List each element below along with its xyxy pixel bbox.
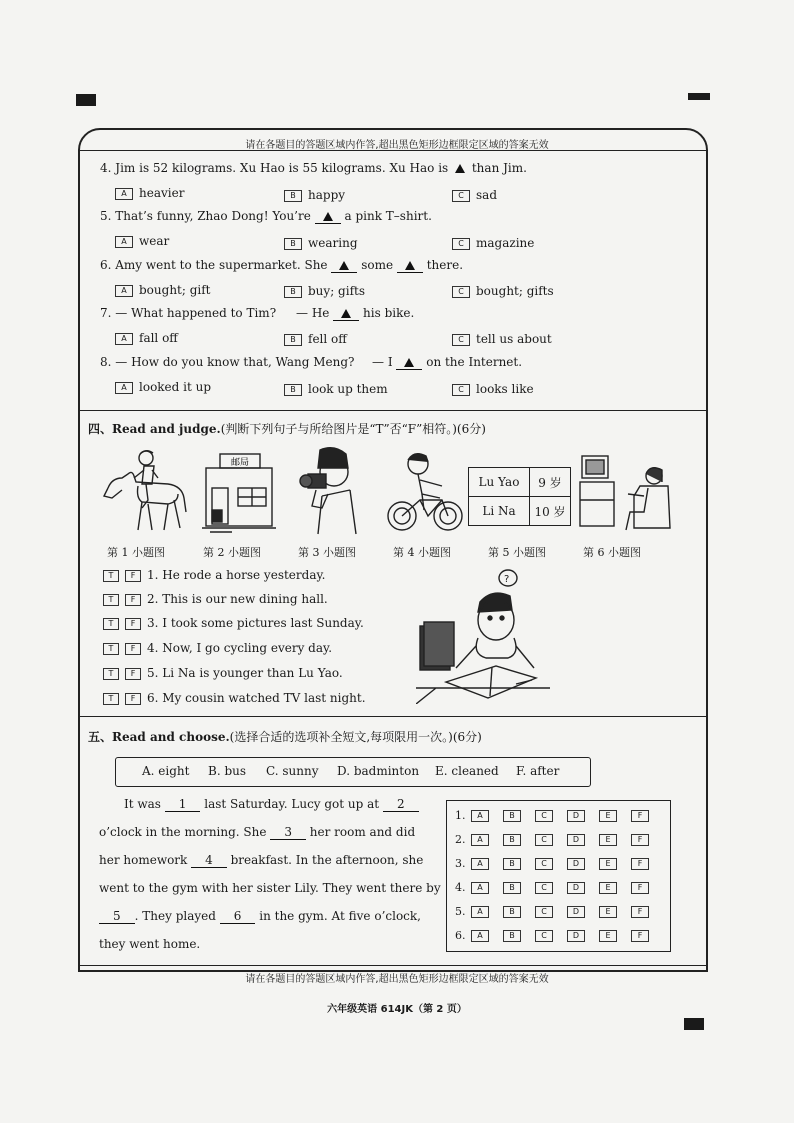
option-5b[interactable]: B wearing bbox=[284, 236, 358, 250]
option-4c[interactable]: C sad bbox=[452, 188, 497, 202]
divider bbox=[80, 965, 706, 966]
option-5c[interactable]: C magazine bbox=[452, 236, 534, 250]
option-6c[interactable]: C bought; gifts bbox=[452, 284, 554, 298]
question-8-answer-line: — I on the Internet. bbox=[372, 355, 523, 369]
word-bank-item: B. bus bbox=[208, 764, 247, 778]
boy-cycling-illustration bbox=[384, 450, 466, 534]
option-6a[interactable]: A bought; gift bbox=[115, 283, 211, 297]
option-8a[interactable]: A looked it up bbox=[115, 380, 211, 394]
divider bbox=[80, 410, 706, 411]
question-7: 7. — What happened to Tim? bbox=[100, 306, 277, 320]
answer-row-2: 2. A B C D E F bbox=[455, 833, 663, 846]
question-8: 8. — How do you know that, Wang Meng? bbox=[100, 355, 355, 369]
blank-1[interactable]: 1 bbox=[165, 797, 201, 812]
passage-line-1: It was 1 last Saturday. Lucy got up at 2 bbox=[124, 797, 419, 812]
question-4: 4. Jim is 52 kilograms. Xu Hao is 55 kilograms. Xu Hao is than Jim. bbox=[100, 161, 527, 175]
statement-1: T F 1. He rode a horse yesterday. bbox=[103, 568, 325, 582]
post-office-sign: 邮局 bbox=[230, 458, 250, 468]
registration-mark-top-left bbox=[76, 94, 96, 106]
caption-1: 第 1 小题图 bbox=[107, 546, 165, 559]
statement-6: T F 6. My cousin watched TV last night. bbox=[103, 691, 366, 705]
true-box[interactable]: T bbox=[103, 693, 119, 705]
passage-line-5: 5 . They played 6 in the gym. At five o’clock, bbox=[99, 909, 421, 924]
blank-4[interactable]: 4 bbox=[191, 853, 227, 868]
post-office-illustration bbox=[200, 448, 280, 534]
statement-2: T F 2. This is our new dining hall. bbox=[103, 592, 328, 606]
header-notice: 请在各题目的答题区域内作答,超出黑色矩形边框限定区域的答案无效 bbox=[245, 140, 549, 151]
word-bank bbox=[115, 757, 591, 787]
option-4a[interactable]: A heavier bbox=[115, 186, 184, 200]
table-name-1: Lu Yao bbox=[469, 468, 530, 497]
section-4-title: 四、Read and judge.(判断下列句子与所给图片是“T”否“F”相符。)(6分) bbox=[88, 422, 486, 436]
option-4b[interactable]: B happy bbox=[284, 188, 345, 202]
option-6b[interactable]: B buy; gifts bbox=[284, 284, 365, 298]
passage-line-2: o’clock in the morning. She 3 her room and did bbox=[99, 825, 416, 839]
answer-row-3: 3. A B C D E F bbox=[455, 857, 663, 870]
caption-6: 第 6 小题图 bbox=[583, 546, 641, 559]
statement-4: T F 4. Now, I go cycling every day. bbox=[103, 641, 332, 655]
option-8c[interactable]: C looks like bbox=[452, 382, 534, 396]
true-box[interactable]: T bbox=[103, 643, 119, 655]
answer-grid bbox=[446, 800, 671, 952]
answer-row-1: 1. A B C D E F bbox=[455, 809, 663, 822]
question-6: 6. Amy went to the supermarket. She some there. bbox=[100, 258, 464, 272]
table-age-1: 9 岁 bbox=[530, 468, 571, 497]
question-5: 5. That’s funny, Zhao Dong! You’re a pink T–shirt. bbox=[100, 209, 432, 223]
false-box[interactable]: F bbox=[125, 693, 141, 705]
caption-5: 第 5 小题图 bbox=[488, 546, 546, 559]
word-bank-item: F. after bbox=[516, 764, 560, 778]
true-box[interactable]: T bbox=[103, 668, 119, 680]
caption-4: 第 4 小题图 bbox=[393, 546, 451, 559]
option-7a[interactable]: A fall off bbox=[115, 331, 178, 345]
registration-mark-top-right bbox=[688, 93, 710, 100]
false-box[interactable]: F bbox=[125, 668, 141, 680]
true-box[interactable]: T bbox=[103, 570, 119, 582]
watching-tv-illustration bbox=[578, 452, 674, 536]
false-box[interactable]: F bbox=[125, 594, 141, 606]
table-age-2: 10 岁 bbox=[530, 497, 571, 526]
word-bank-item: C. sunny bbox=[266, 764, 319, 778]
divider bbox=[80, 150, 706, 151]
divider bbox=[80, 716, 706, 717]
horse-rider-illustration bbox=[98, 448, 194, 534]
false-box[interactable]: F bbox=[125, 618, 141, 630]
age-table bbox=[468, 467, 571, 526]
true-box[interactable]: T bbox=[103, 594, 119, 606]
table-name-2: Li Na bbox=[469, 497, 530, 526]
option-8b[interactable]: B look up them bbox=[284, 382, 388, 396]
caption-2: 第 2 小题图 bbox=[203, 546, 261, 559]
registration-mark-bottom-right bbox=[684, 1018, 704, 1030]
word-bank-item: A. eight bbox=[142, 764, 190, 778]
boy-camera-illustration bbox=[298, 446, 364, 536]
option-7c[interactable]: C tell us about bbox=[452, 332, 552, 346]
statement-5: T F 5. Li Na is younger than Lu Yao. bbox=[103, 666, 343, 680]
word-bank-item: E. cleaned bbox=[435, 764, 499, 778]
option-7b[interactable]: B fell off bbox=[284, 332, 347, 346]
page-footer: 六年级英语 614JK（第 2 页） bbox=[327, 1004, 467, 1015]
question-7-answer-line: — He his bike. bbox=[296, 306, 415, 320]
true-box[interactable]: T bbox=[103, 618, 119, 630]
footer-notice: 请在各题目的答题区域内作答,超出黑色矩形边框限定区域的答案无效 bbox=[245, 974, 549, 985]
answer-row-4: 4. A B C D E F bbox=[455, 881, 663, 894]
blank-5[interactable]: 5 bbox=[99, 909, 135, 924]
blank-2[interactable]: 2 bbox=[383, 797, 419, 812]
word-bank-item: D. badminton bbox=[337, 764, 420, 778]
svg-text:?: ? bbox=[504, 574, 510, 585]
thinking-boy-illustration bbox=[416, 568, 550, 704]
blank-3[interactable]: 3 bbox=[270, 825, 306, 840]
answer-row-6: 6. A B C D E F bbox=[455, 929, 663, 942]
caption-3: 第 3 小题图 bbox=[298, 546, 356, 559]
blank-6[interactable]: 6 bbox=[220, 909, 256, 924]
passage-line-6: they went home. bbox=[99, 937, 201, 951]
statement-3: T F 3. I took some pictures last Sunday. bbox=[103, 616, 364, 630]
passage-line-4: went to the gym with her sister Lily. They went there by bbox=[99, 881, 441, 895]
false-box[interactable]: F bbox=[125, 570, 141, 582]
passage-line-3: her homework 4 breakfast. In the afternoon, she bbox=[99, 853, 424, 867]
false-box[interactable]: F bbox=[125, 643, 141, 655]
option-5a[interactable]: A wear bbox=[115, 234, 169, 248]
answer-row-5: 5. A B C D E F bbox=[455, 905, 663, 918]
section-5-title: 五、Read and choose.(选择合适的选项补全短文,每项限用一次。)(6分) bbox=[88, 730, 482, 744]
